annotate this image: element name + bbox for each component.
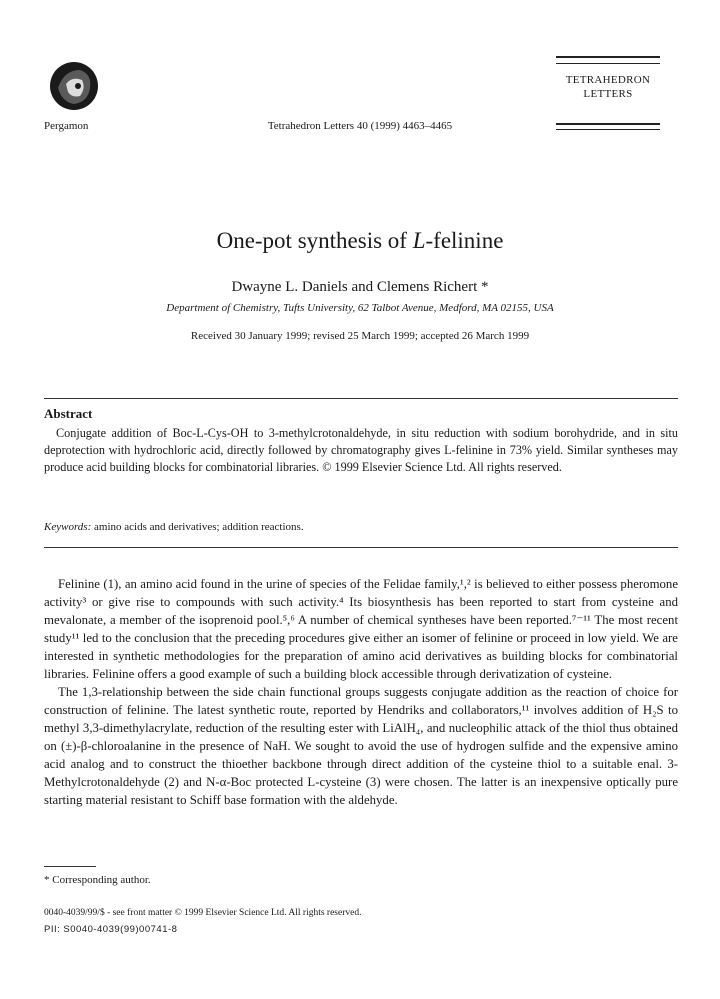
body-paragraph: The 1,3-relationship between the side chain functional groups suggests conjugate addition as the reaction of choice for construction of felinine. The latest synthetic route, reported by Hendriks and collaborators,¹¹ involves addition of H₂S to methyl 3,3-dimethylacrylate, reduction of the resulting ester with LiAlH₄, and nucleophilic attack of the thiol thus obtained on (±)-β-chloroalanine in the presence of NaH. We sought to avoid the use of hydrogen sulfide and the expensive amino acid analog and to construct the thioether backbone through direct addition of the cysteine thiol to a suitable enal. 3-Methylcrotonaldehyde (2) and N-α-Boc protected L-cysteine (3) were chosen. The latter is an inexpensive optically pure starting material resistant to Schiff base formation with the aldehyde.	[44, 685, 678, 807]
title-suffix: -felinine	[425, 228, 504, 253]
journal-rule	[556, 63, 660, 64]
affiliation: Department of Chemistry, Tufts University, 62 Talbot Avenue, Medford, MA 02155, USA	[166, 302, 554, 314]
journal-citation: Tetrahedron Letters 40 (1999) 4463–4465	[267, 120, 453, 132]
keywords-text: amino acids and derivatives; addition reactions.	[91, 521, 304, 533]
title-prefix: One-pot synthesis of	[216, 228, 413, 253]
journal-name	[556, 73, 660, 101]
body-text	[44, 575, 678, 809]
journal-rule	[556, 123, 660, 125]
journal-rule	[556, 56, 660, 58]
keywords-label: Keywords:	[44, 521, 92, 533]
article-title	[0, 228, 720, 254]
authors: Dwayne L. Daniels and Clemens Richert *	[231, 279, 489, 295]
journal-name-line1: TETRAHEDRON	[565, 74, 651, 86]
abstract-top-rule	[44, 398, 678, 399]
abstract-text: Conjugate addition of Boc-L-Cys-OH to 3-methylcrotonaldehyde, in situ reduction with sodium borohydride, and in situ deprotection with hydrochloric acid, directly followed by chromatography gives L-felinine in 73% yield. Similar syntheses may produce acid building blocks for combinatorial libraries. © 1999 Elsevier Science Ltd. All rights reserved.	[44, 426, 678, 474]
footnote-rule	[44, 866, 96, 867]
journal-name-line2: LETTERS	[583, 88, 633, 100]
copyright-line: 0040-4039/99/$ - see front matter © 1999 Elsevier Science Ltd. All rights reserved.	[44, 908, 362, 918]
journal-rule	[556, 129, 660, 130]
abstract-heading: Abstract	[44, 406, 93, 421]
title-italic: L	[412, 228, 426, 253]
received-dates: Received 30 January 1999; revised 25 March 1999; accepted 26 March 1999	[190, 330, 530, 342]
abstract-bottom-rule	[44, 547, 678, 548]
publisher-logo	[44, 58, 114, 116]
keywords	[44, 521, 304, 533]
pii-line: PII: S0040-4039(99)00741-8	[44, 924, 178, 935]
footnote: * Corresponding author.	[44, 874, 151, 886]
publisher-name: Pergamon	[44, 120, 89, 132]
body-paragraph: Felinine (1), an amino acid found in the urine of species of the Felidae family,¹,² is believed to either possess pheromone activity³ or give rise to compounds with such activity.⁴ Its biosynthesis has been reported to start from cysteine and mevalonate, a member of the isoprenoid pool.⁵,⁶ A number of chemical syntheses have been reported.⁷⁻¹¹ The most recent study¹¹ led to the conclusion that the preceding procedures give either an isomer of felinine or proceed in low yield. We are interested in synthetic methodologies for the preparation of amino acid derivatives as building blocks for combinatorial libraries. Felinine offers a good example of such a building block accessible through derivatization of cysteine.	[44, 577, 678, 681]
